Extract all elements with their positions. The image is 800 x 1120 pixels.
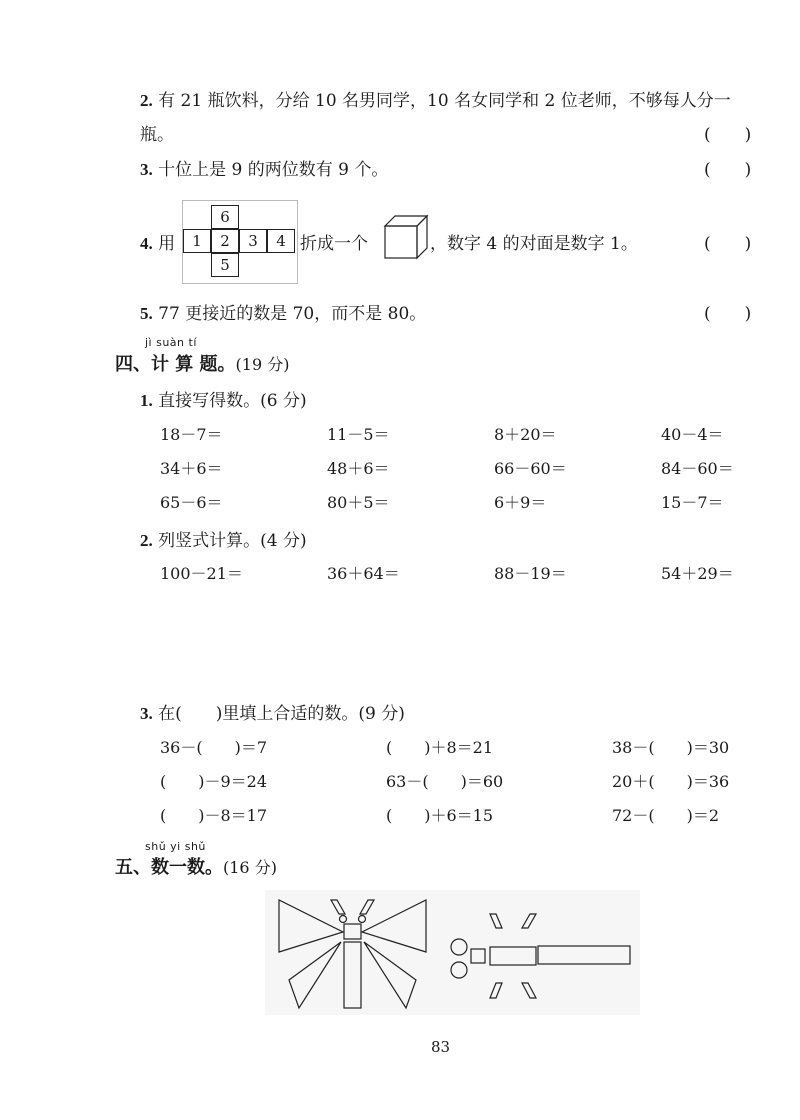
fill-3-1[interactable]: ( )－8＝17 (160, 806, 268, 825)
net-cell-bottom: 5 (211, 253, 239, 277)
q5-text: 77 更接近的数是 70，而不是 80。 (158, 304, 427, 324)
cube-icon (383, 214, 429, 260)
fill-2-1[interactable]: ( )－9＝24 (160, 772, 268, 791)
section4-title: 四、计 算 题。 (115, 354, 236, 375)
sub3-text: 在( )里填上合适的数。(9 分) (158, 704, 405, 724)
q5-line (140, 299, 426, 324)
sub2-text: 列竖式计算。(4 分) (158, 531, 307, 551)
q3-number: 3. (140, 160, 153, 179)
section4-heading (115, 350, 289, 376)
calc-3-4[interactable]: 15－7＝ (661, 493, 724, 512)
q2-line2: 瓶。 (140, 125, 174, 145)
q5-answer-blank[interactable]: ( ) (704, 304, 752, 324)
vertical-calc-1[interactable]: 100－21＝ (160, 564, 243, 583)
sub1-heading (140, 386, 307, 411)
calc-2-3[interactable]: 66－60＝ (494, 459, 567, 478)
calc-2-1[interactable]: 34＋6＝ (160, 459, 223, 478)
q3-line (140, 155, 388, 180)
section4-points: (19 分) (235, 355, 290, 374)
net-cell-1: 1 (183, 229, 211, 253)
calc-2-4[interactable]: 84－60＝ (661, 459, 734, 478)
sub3-heading (140, 699, 405, 724)
calc-2-2[interactable]: 48＋6＝ (327, 459, 390, 478)
net-cell-top: 6 (211, 205, 239, 229)
fill-3-2[interactable]: ( )＋6＝15 (386, 806, 494, 825)
fill-1-2[interactable]: ( )＋8＝21 (386, 738, 494, 757)
calc-1-2[interactable]: 11－5＝ (327, 425, 390, 444)
q2-answer-blank[interactable]: ( ) (704, 125, 752, 145)
page-number: 83 (431, 1038, 451, 1056)
q4-mid-text: 折成一个 (300, 234, 368, 254)
vertical-calc-2[interactable]: 36＋64＝ (327, 564, 400, 583)
q2-line1 (140, 86, 731, 111)
section5-heading (115, 853, 277, 879)
q4-number: 4. (140, 234, 153, 253)
sub1-text: 直接写得数。(6 分) (158, 391, 307, 411)
q2-number: 2. (140, 91, 153, 110)
sub2-number: 2. (140, 531, 153, 550)
q2-text: 有 21 瓶饮料，分给 10 名男同学，10 名女同学和 2 位老师，不够每人分一 (158, 91, 731, 111)
section4-pinyin: jì suàn tí (145, 336, 197, 349)
calc-1-3[interactable]: 8＋20＝ (494, 425, 557, 444)
net-cell-2: 2 (211, 229, 239, 253)
fill-1-1[interactable]: 36－( )＝7 (160, 738, 268, 757)
fill-3-3[interactable]: 72－( )＝2 (612, 806, 720, 825)
net-cell-4: 4 (267, 229, 295, 253)
q3-text: 十位上是 9 的两位数有 9 个。 (158, 160, 389, 180)
vertical-calc-3[interactable]: 88－19＝ (494, 564, 567, 583)
fill-1-3[interactable]: 38－( )＝30 (612, 738, 730, 757)
vertical-calc-4[interactable]: 54＋29＝ (661, 564, 734, 583)
cube-net-frame (182, 200, 298, 284)
q4-post-text: ，数字 4 的对面是数字 1。 (430, 234, 638, 254)
calc-3-3[interactable]: 6＋9＝ (494, 493, 547, 512)
fill-2-2[interactable]: 63－( )＝60 (386, 772, 504, 791)
section5-pinyin: shǔ yi shǔ (145, 840, 206, 853)
q3-answer-blank[interactable]: ( ) (704, 160, 752, 180)
calc-1-4[interactable]: 40－4＝ (661, 425, 724, 444)
net-cell-3: 3 (239, 229, 267, 253)
calc-3-2[interactable]: 80＋5＝ (327, 493, 390, 512)
sub1-number: 1. (140, 391, 153, 410)
section5-title: 五、数一数。 (115, 857, 223, 878)
butterfly-figure (265, 890, 440, 1015)
q5-number: 5. (140, 304, 153, 323)
q4-lead (140, 229, 175, 254)
q4-pre-text: 用 (158, 234, 176, 254)
sub2-heading (140, 526, 307, 551)
calc-1-1[interactable]: 18－7＝ (160, 425, 223, 444)
fill-2-3[interactable]: 20＋( )＝36 (612, 772, 730, 791)
sub3-number: 3. (140, 704, 153, 723)
q4-answer-blank[interactable]: ( ) (704, 234, 752, 254)
dragonfly-figure (440, 890, 640, 1015)
calc-3-1[interactable]: 65－6＝ (160, 493, 223, 512)
section5-points: (16 分) (223, 858, 277, 877)
